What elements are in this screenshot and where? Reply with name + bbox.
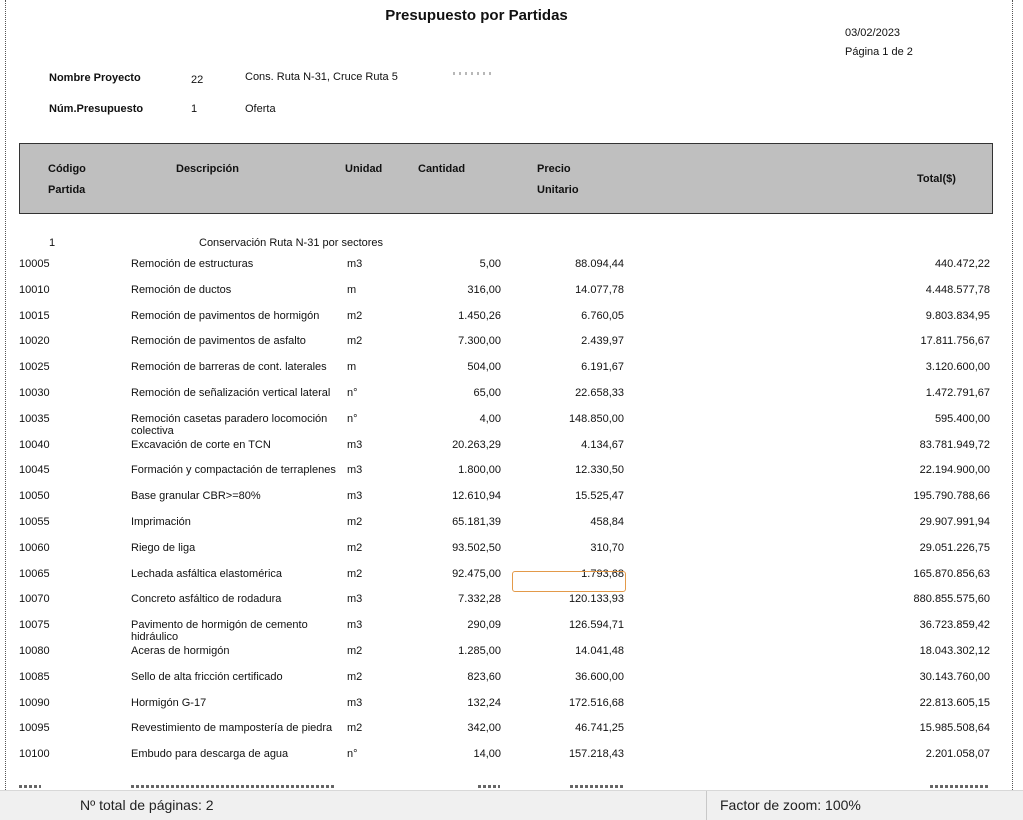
row-description: Concreto asfáltico de rodadura — [131, 593, 282, 606]
row-unit: m3 — [347, 438, 363, 451]
budget-number: 1 — [191, 103, 198, 115]
table-row — [0, 697, 1012, 723]
row-code: 10015 — [19, 309, 50, 322]
row-description: Revestimiento de mampostería de piedra — [131, 722, 333, 735]
budget-number-label: Núm.Presupuesto — [49, 103, 144, 115]
row-unit: m2 — [347, 567, 363, 580]
table-row — [0, 413, 1012, 439]
table-row — [0, 568, 1012, 594]
row-total: 195.790.788,66 — [913, 490, 990, 503]
row-description: Remoción de pavimentos de hormigón — [131, 309, 320, 322]
table-row — [0, 593, 1012, 619]
table-row — [0, 722, 1012, 748]
row-quantity: 5,00 — [479, 258, 501, 270]
header-unit: Unidad — [345, 163, 383, 175]
row-description: Remoción de ductos — [131, 283, 232, 296]
status-bar — [0, 790, 1023, 820]
row-unit: m3 — [347, 696, 363, 709]
row-price: 310,70 — [590, 541, 624, 554]
row-price: 126.594,71 — [568, 619, 624, 632]
row-code: 10045 — [19, 464, 50, 477]
row-description: Remoción de pavimentos de asfalto — [131, 335, 306, 348]
row-total: 22.813.605,15 — [919, 696, 990, 709]
table-header — [19, 143, 993, 214]
header-code: Código Partida — [48, 163, 86, 196]
row-description: Remoción casetas paradero locomoción colectiva — [131, 412, 328, 437]
row-code: 10065 — [19, 567, 50, 580]
page-number: Página 1 de 2 — [845, 46, 913, 58]
row-total: 22.194.900,00 — [919, 464, 990, 477]
row-total: 18.043.302,12 — [919, 644, 990, 657]
row-total: 29.051.226,75 — [919, 541, 990, 554]
row-description: Riego de liga — [131, 541, 196, 554]
row-unit: m3 — [347, 258, 363, 270]
row-quantity: 823,60 — [467, 670, 501, 683]
table-row — [0, 645, 1012, 671]
row-total: 880.855.575,60 — [913, 593, 990, 606]
row-description: Imprimación — [131, 515, 191, 528]
row-description: Excavación de corte en TCN — [131, 438, 271, 451]
row-code: 10075 — [19, 619, 50, 632]
row-code: 10040 — [19, 438, 50, 451]
row-quantity: 342,00 — [467, 722, 501, 735]
row-description: Hormigón G-17 — [131, 696, 207, 709]
row-price: 4.134,67 — [581, 438, 624, 451]
row-description: Remoción de barreras de cont. laterales — [131, 361, 327, 374]
row-price: 88.094,44 — [575, 258, 624, 270]
row-quantity: 14,00 — [473, 748, 501, 761]
table-row — [0, 619, 1012, 645]
row-description: Remoción de señalización vertical lateral — [131, 386, 331, 399]
row-total: 165.870.856,63 — [913, 567, 990, 580]
report-date: 03/02/2023 — [845, 27, 901, 39]
row-code: 10010 — [19, 283, 50, 296]
row-price: 6.760,05 — [581, 309, 624, 322]
header-total: Total($) — [917, 173, 956, 185]
cell-focus-highlight — [512, 571, 626, 592]
row-price: 36.600,00 — [575, 670, 624, 683]
row-price: 458,84 — [590, 515, 624, 528]
row-code: 10030 — [19, 386, 50, 399]
table-row — [0, 671, 1012, 697]
row-unit: m2 — [347, 335, 363, 348]
row-total: 83.781.949,72 — [919, 438, 990, 451]
row-code: 10085 — [19, 670, 50, 683]
table-row — [0, 439, 1012, 465]
row-quantity: 290,09 — [467, 619, 501, 632]
row-unit: m2 — [347, 644, 363, 657]
row-quantity: 132,24 — [467, 696, 501, 709]
redacted-mark — [453, 72, 493, 75]
table-row — [0, 387, 1012, 413]
row-total: 30.143.760,00 — [919, 670, 990, 683]
row-code: 10055 — [19, 515, 50, 528]
budget-type: Oferta — [245, 103, 276, 115]
row-description: Lechada asfáltica elastomérica — [131, 567, 283, 580]
project-name: Cons. Ruta N-31, Cruce Ruta 5 — [245, 71, 398, 83]
total-pages-text: Nº total de páginas: 2 — [80, 797, 214, 813]
header-description: Descripción — [176, 163, 239, 175]
row-total: 15.985.508,64 — [919, 722, 990, 735]
row-quantity: 7.300,00 — [458, 335, 501, 348]
row-code: 10050 — [19, 490, 50, 503]
project-code: 22 — [191, 74, 204, 86]
table-row — [0, 748, 1012, 774]
row-quantity: 92.475,00 — [452, 567, 501, 580]
table-row — [0, 516, 1012, 542]
zoom-factor-text: Factor de zoom: 100% — [720, 797, 861, 813]
row-price: 148.850,00 — [568, 412, 624, 425]
status-pane-pages — [0, 791, 707, 820]
row-price: 14.041,48 — [575, 644, 624, 657]
report-title: Presupuesto por Partidas — [385, 7, 568, 24]
status-pane-zoom[interactable] — [707, 791, 1023, 820]
row-quantity: 65,00 — [473, 386, 501, 399]
row-code: 10005 — [19, 258, 50, 270]
page-border-right — [1012, 0, 1013, 790]
row-description: Pavimento de hormigón de cemento hidráulico — [131, 619, 308, 644]
row-unit: m3 — [347, 490, 363, 503]
row-unit: m2 — [347, 541, 363, 554]
row-unit: m3 — [347, 619, 363, 632]
row-price: 46.741,25 — [575, 722, 624, 735]
row-unit: m3 — [347, 464, 363, 477]
row-description: Base granular CBR>=80% — [131, 490, 261, 503]
row-price: 6.191,67 — [581, 361, 624, 374]
row-quantity: 504,00 — [467, 361, 501, 374]
row-price: 2.439,97 — [581, 335, 624, 348]
project-name-label: Nombre Proyecto — [49, 72, 141, 84]
table-body — [0, 258, 1012, 774]
table-row — [0, 335, 1012, 361]
row-price: 172.516,68 — [568, 696, 624, 709]
row-total: 1.472.791,67 — [925, 386, 990, 399]
row-quantity: 1.450,26 — [458, 309, 501, 322]
row-price: 12.330,50 — [575, 464, 624, 477]
table-row — [0, 284, 1012, 310]
row-quantity: 65.181,39 — [452, 515, 501, 528]
row-total: 9.803.834,95 — [925, 309, 990, 322]
row-total: 3.120.600,00 — [925, 361, 990, 374]
row-code: 10020 — [19, 335, 50, 348]
row-quantity: 1.285,00 — [458, 644, 501, 657]
header-quantity: Cantidad — [418, 163, 466, 175]
row-total: 2.201.058,07 — [925, 748, 990, 761]
row-unit: m3 — [347, 593, 363, 606]
row-quantity: 4,00 — [479, 412, 501, 425]
table-row — [0, 490, 1012, 516]
row-code: 10035 — [19, 412, 50, 425]
header-price: Precio Unitario — [537, 163, 579, 196]
row-quantity: 316,00 — [467, 283, 501, 296]
row-code: 10070 — [19, 593, 50, 606]
table-row — [0, 310, 1012, 336]
row-price: 120.133,93 — [568, 593, 624, 606]
row-code: 10060 — [19, 541, 50, 554]
row-price: 22.658,33 — [575, 386, 624, 399]
row-code: 10090 — [19, 696, 50, 709]
row-price: 1.793,68 — [581, 567, 624, 580]
row-unit: m — [347, 283, 357, 296]
row-price: 157.218,43 — [568, 748, 624, 761]
row-quantity: 1.800,00 — [458, 464, 501, 477]
row-code: 10100 — [19, 748, 50, 761]
row-code: 10095 — [19, 722, 50, 735]
row-code: 10025 — [19, 361, 50, 374]
row-total: 17.811.756,67 — [920, 335, 990, 348]
row-price: 14.077,78 — [575, 283, 624, 296]
row-unit: n° — [347, 748, 358, 761]
table-row — [0, 361, 1012, 387]
row-unit: m — [347, 361, 357, 374]
row-description: Aceras de hormigón — [131, 644, 230, 657]
table-row — [0, 258, 1012, 284]
row-quantity: 12.610,94 — [452, 490, 501, 503]
row-quantity: 7.332,28 — [458, 593, 501, 606]
row-quantity: 93.502,50 — [452, 541, 501, 554]
row-quantity: 20.263,29 — [452, 438, 501, 451]
row-total: 4.448.577,78 — [925, 283, 990, 296]
row-description: Embudo para descarga de agua — [131, 748, 289, 761]
row-total: 29.907.991,94 — [919, 515, 990, 528]
table-row — [0, 542, 1012, 568]
row-code: 10080 — [19, 644, 50, 657]
row-unit: n° — [347, 412, 358, 425]
row-unit: m2 — [347, 515, 363, 528]
row-unit: m2 — [347, 722, 363, 735]
row-price: 15.525,47 — [575, 490, 624, 503]
row-total: 595.400,00 — [934, 412, 990, 425]
row-unit: m2 — [347, 309, 363, 322]
row-description: Remoción de estructuras — [131, 258, 254, 270]
section-code: 1 — [49, 237, 56, 249]
row-total: 440.472,22 — [934, 258, 990, 270]
table-row — [0, 464, 1012, 490]
row-description: Formación y compactación de terraplenes — [131, 464, 336, 477]
row-total: 36.723.859,42 — [919, 619, 990, 632]
section-description: Conservación Ruta N-31 por sectores — [199, 237, 384, 249]
row-unit: n° — [347, 386, 358, 399]
row-description: Sello de alta fricción certificado — [131, 670, 283, 683]
row-unit: m2 — [347, 670, 363, 683]
